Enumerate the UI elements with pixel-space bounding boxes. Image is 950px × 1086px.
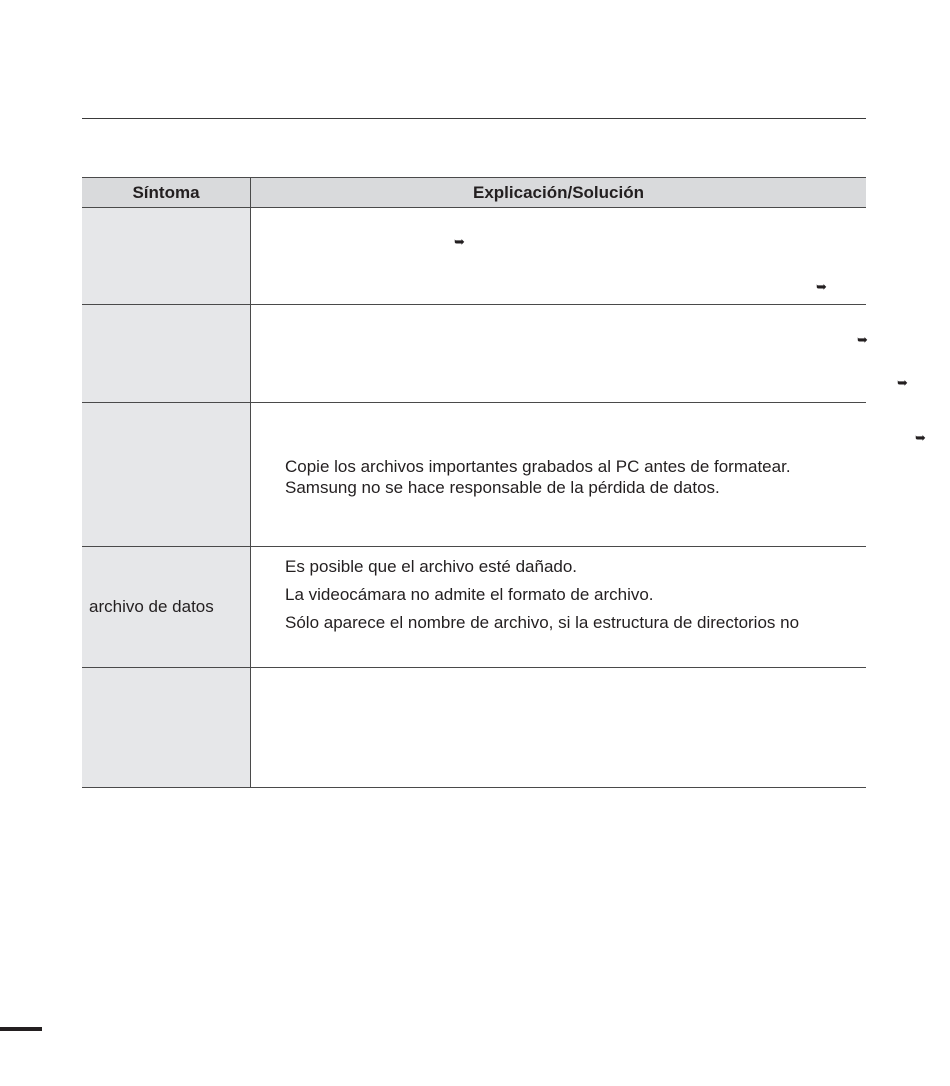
explanation-cell <box>251 547 867 668</box>
table-row <box>82 305 866 403</box>
symptom-cell <box>82 208 251 305</box>
symptom-cell: archivo de datos <box>82 547 251 668</box>
reference-arrow-icon: ➥ <box>897 375 908 390</box>
symptom-column-header: Síntoma <box>82 178 251 208</box>
explanation-line: Samsung no se hace responsable de la pérdida de datos. <box>285 478 720 497</box>
explanation-cell <box>251 403 926 547</box>
symptom-cell <box>82 403 251 547</box>
page-edge-mark <box>0 1027 42 1031</box>
table-header-row <box>82 178 866 208</box>
explanation-line: La videocámara no admite el formato de archivo. <box>285 585 654 604</box>
table-row <box>82 208 866 305</box>
troubleshooting-table <box>82 177 926 788</box>
symptom-cell <box>82 668 251 788</box>
reference-arrow-icon: ➥ <box>915 430 926 445</box>
explanation-line: Es posible que el archivo esté dañado. <box>285 557 578 576</box>
reference-arrow-icon: ➥ <box>454 234 465 249</box>
explanation-cell <box>251 668 867 788</box>
reference-arrow-icon: ➥ <box>816 279 827 294</box>
table-row <box>82 547 866 668</box>
reference-arrow-icon: ➥ <box>857 332 868 347</box>
symptom-cell <box>82 305 251 403</box>
explanation-cell <box>251 305 908 403</box>
explanation-line: Sólo aparece el nombre de archivo, si la estructura de directorios no <box>285 613 800 632</box>
explanation-column-header: Explicación/Solución <box>251 178 867 208</box>
table-row <box>82 668 866 788</box>
explanation-cell <box>251 208 867 305</box>
header-rule <box>82 118 866 119</box>
table-row <box>82 403 866 547</box>
explanation-line: Copie los archivos importantes grabados al PC antes de formatear. <box>285 457 791 476</box>
